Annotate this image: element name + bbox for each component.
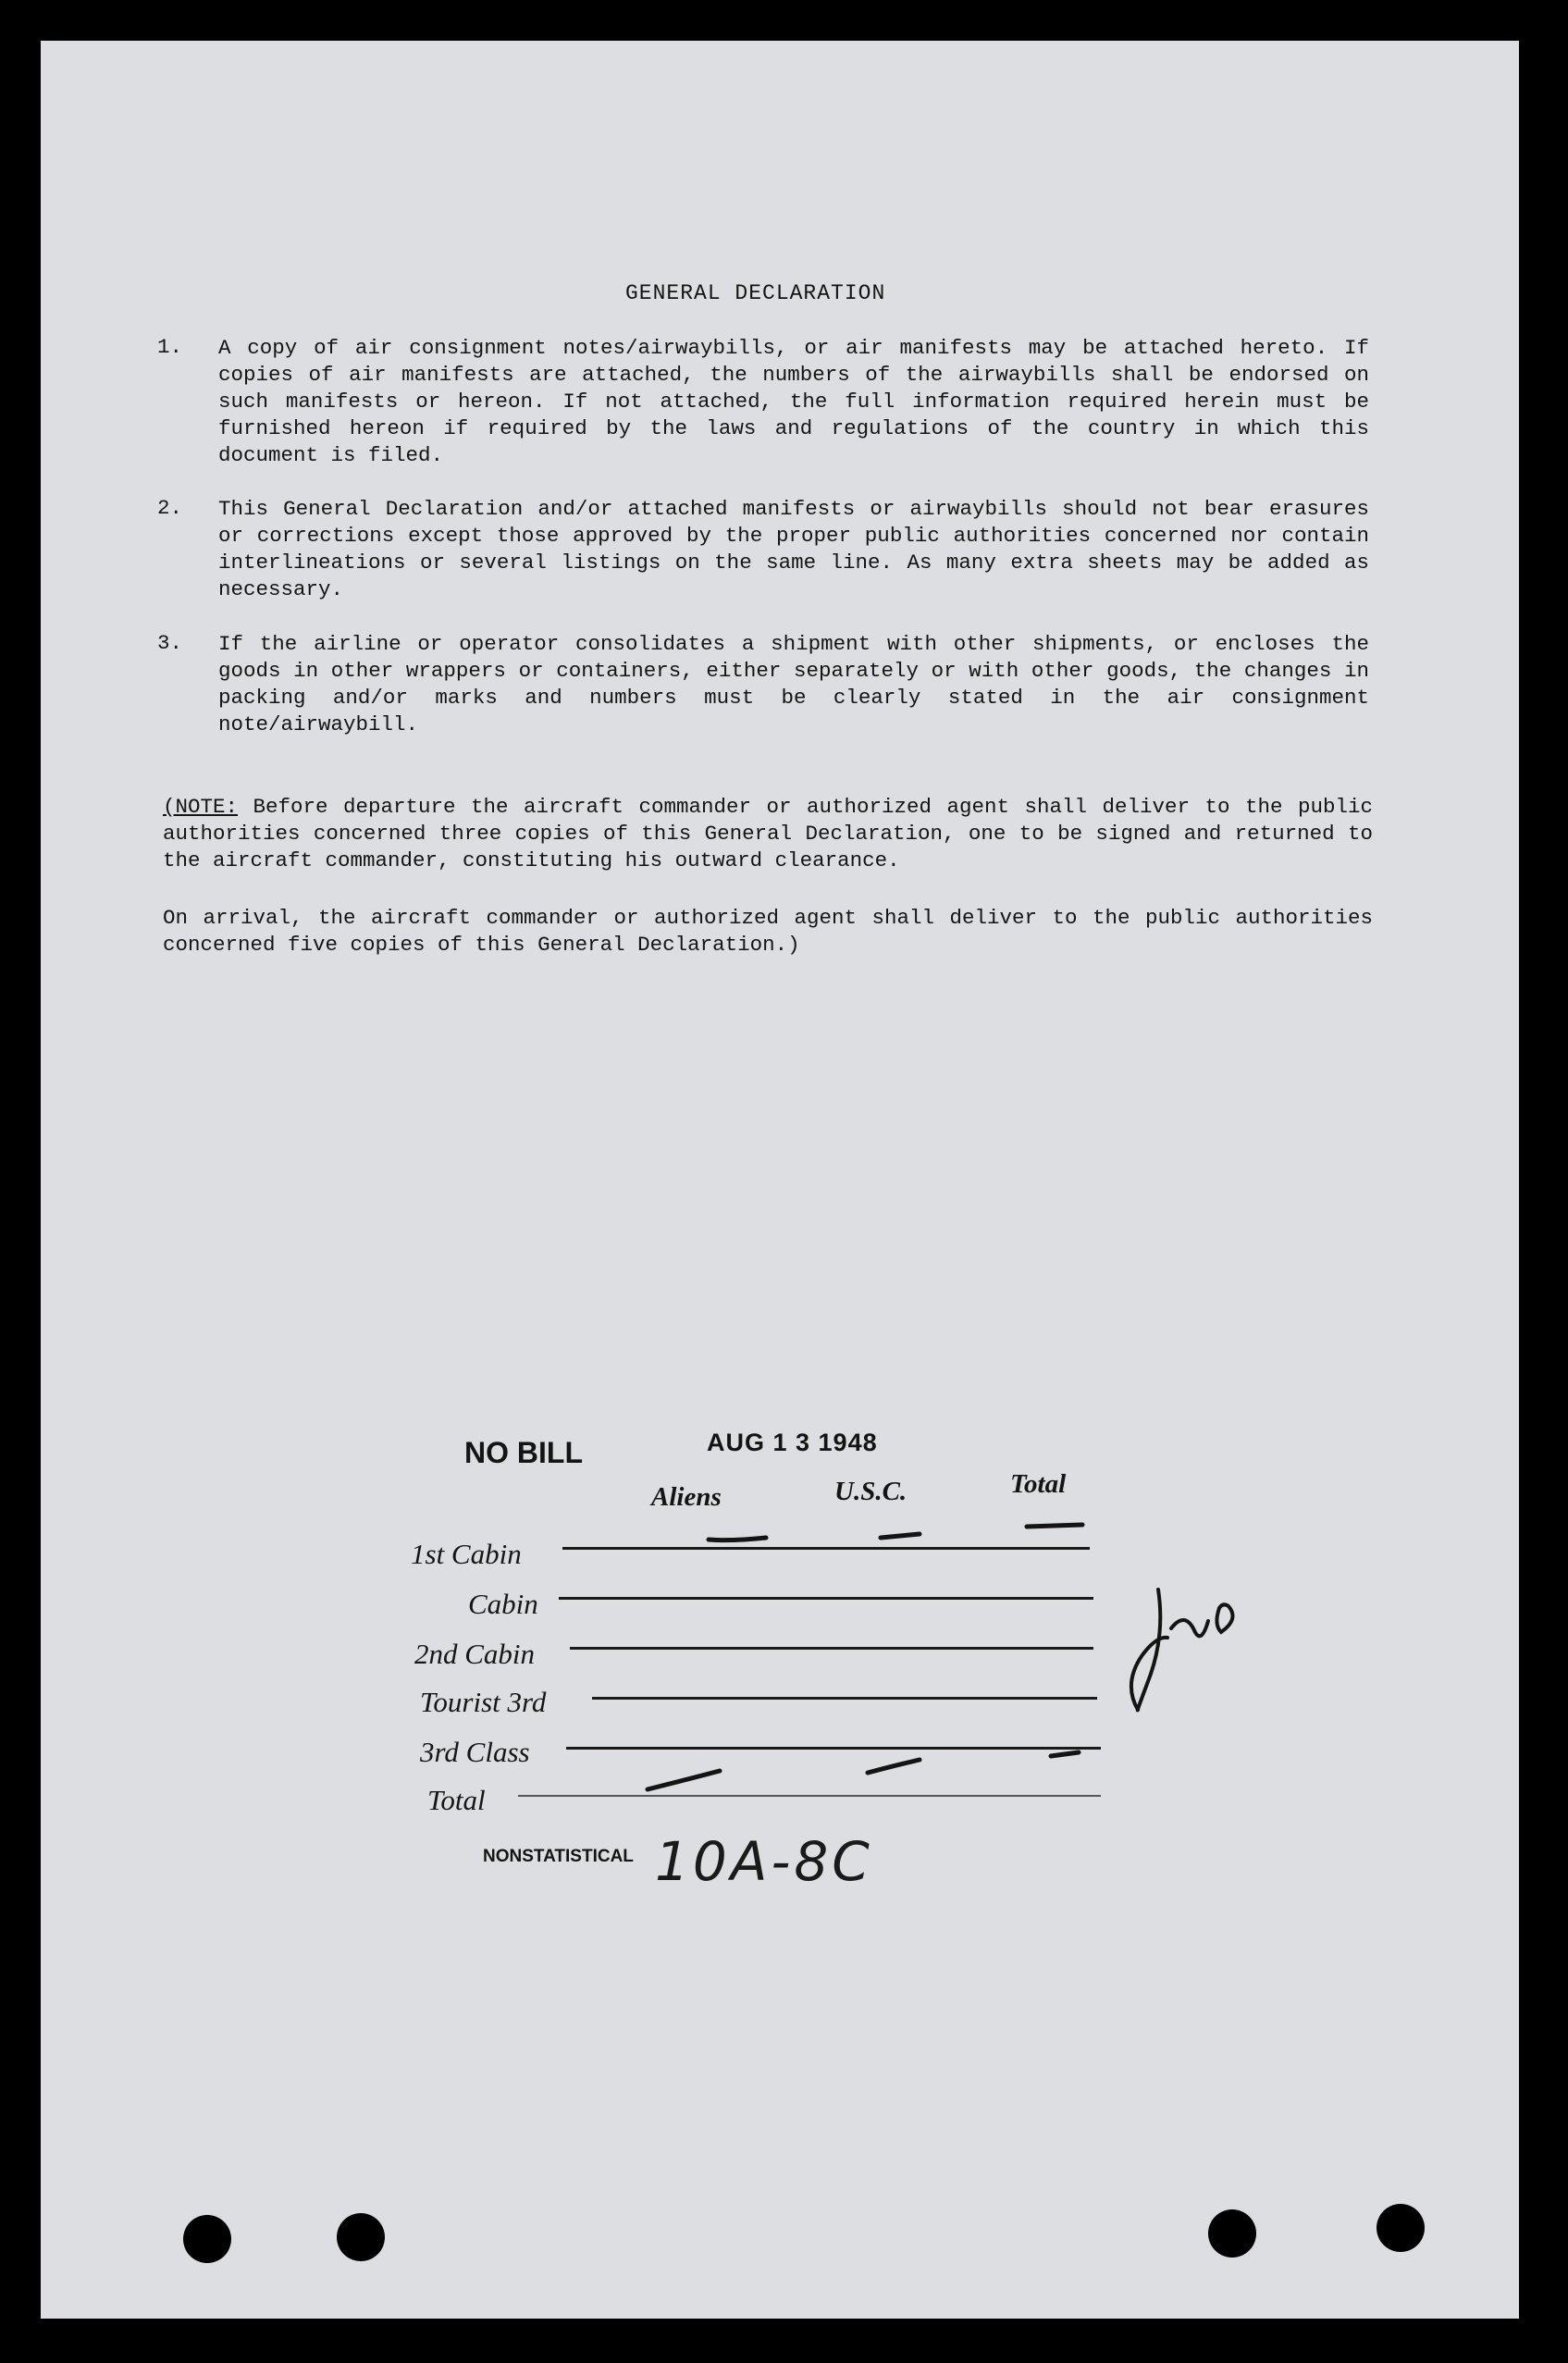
paragraph-2: This General Declaration and/or attached manifests or airwaybills should not bear erasures or corrections except those approved by the proper public authorities concerned nor contain interlineations or several listings on the same line. As many extra sheets may be added as necessary.: [218, 497, 1369, 601]
paragraph-3-number: 3.: [157, 631, 183, 655]
row-label-3rd-class: 3rd Class: [420, 1736, 530, 1768]
arrival-paragraph: On arrival, the aircraft commander or authorized agent shall deliver to the public authorities concerned five copies of this General Declaration.): [163, 906, 1373, 957]
punch-hole: [1377, 2204, 1425, 2252]
nonstatistical-stamp: NONSTATISTICAL: [483, 1847, 634, 1866]
dash-aliens-total: [648, 1771, 720, 1789]
dash-aliens-1st-cabin: [709, 1538, 766, 1540]
punch-hole: [337, 2213, 385, 2261]
row-label-total: Total: [427, 1784, 486, 1816]
punch-hole: [183, 2215, 231, 2263]
document-title: GENERAL DECLARATION: [625, 281, 886, 305]
paragraph-1-number: 1.: [157, 335, 183, 359]
column-header-total: Total: [1010, 1469, 1067, 1499]
dash-usc-total: [868, 1760, 920, 1773]
row-label-cabin: Cabin: [468, 1588, 538, 1620]
dash-total-1st-cabin: [1027, 1525, 1082, 1527]
row-label-1st-cabin: 1st Cabin: [411, 1538, 522, 1570]
row-label-tourist-3rd: Tourist 3rd: [420, 1686, 547, 1718]
paragraph-2-number: 2.: [157, 496, 183, 520]
column-header-aliens: Aliens: [651, 1482, 722, 1512]
initials-signature: [1131, 1590, 1233, 1710]
column-header-usc: U.S.C.: [834, 1477, 907, 1506]
date-stamp: AUG 1 3 1948: [707, 1429, 878, 1456]
paragraph-3: If the airline or operator consolidates a shipment with other shipments, or encloses the goods in other wrappers or containers, either separately or with other goods, the changes in packing and/or marks and numbers must be clearly stated in the air consignment note/airwaybill.: [218, 632, 1369, 736]
dash-usc-1st-cabin: [881, 1534, 920, 1538]
paragraph-1: A copy of air consignment notes/airwaybills, or air manifests may be attached hereto. If copies of air manifests are attached, the numbers of the airwaybills shall be endorsed on such manifests or hereon. If not attached, the full information required herein must be furnished hereon if required by the laws and regulations of the country in which this document is filed.: [218, 336, 1369, 467]
punch-hole: [1208, 2209, 1256, 2258]
no-bill-stamp: NO BILL: [464, 1436, 583, 1469]
handwritten-code: 10A-8C: [655, 1830, 873, 1893]
dash-total-total: [1051, 1752, 1079, 1756]
row-label-2nd-cabin: 2nd Cabin: [414, 1638, 536, 1670]
note-label: (NOTE:: [163, 795, 239, 819]
note-text: Before departure the aircraft commander or authorized agent shall deliver to the public authorities concerned three copies of this General Declaration, one to be signed and returned to the aircraft commander, constituting his outward clearance.: [163, 795, 1373, 872]
